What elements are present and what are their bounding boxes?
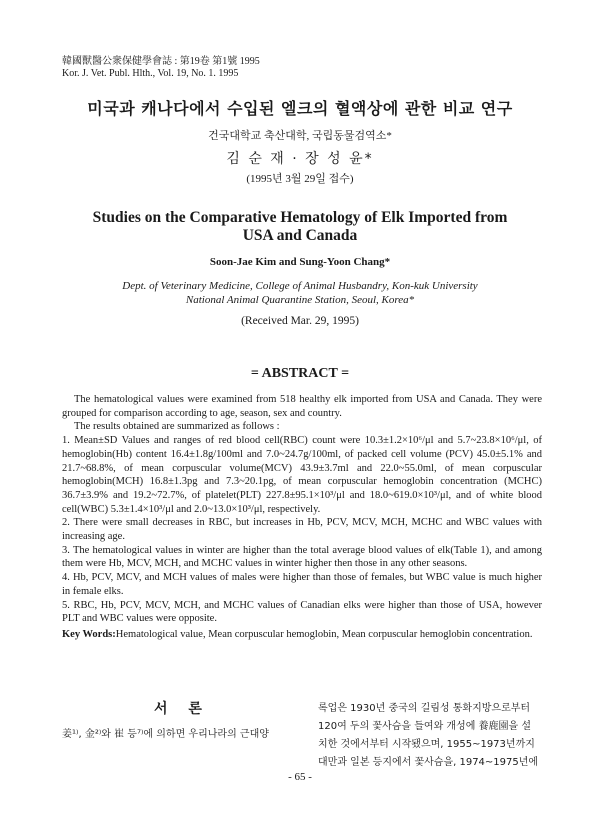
result-item-4: 4. Hb, PCV, MCV, and MCH values of males were higher than those of females, but WBC value is much higher in female elks. bbox=[62, 572, 542, 597]
english-received-date: (Received Mar. 29, 1995) bbox=[241, 315, 359, 327]
intro-right-column bbox=[318, 700, 558, 772]
result-item-5: 5. RBC, Hb, PCV, MCV, MCH, and MCHC values of Canadian elks were higher than those of USA, however PLT and WBC values were opposite. bbox=[62, 599, 542, 625]
keywords-text: Hematological value, Mean corpuscular hemoglobin, Mean corpuscular hemoglobin concentration. bbox=[115, 628, 533, 640]
korean-received-date: (1995년 3월 29일 접수) bbox=[246, 173, 354, 185]
abstract-paragraph-2: The results obtained are summarized as follows : bbox=[74, 421, 280, 433]
result-item-2: 2. There were small decreases in RBC, but increases in Hb, PCV, MCV, MCH, MCHC and WBC values with increasing age. bbox=[62, 517, 542, 543]
result-item-1: 1. Mean±SD Values and ranges of red blood cell(RBC) count were 10.3±1.2×10⁶/μl and 5.7~23.8×10⁶/μl, of hemoglobin(Hb) content 16.4±1.8g/100ml and 7.0~24.7g/100ml, of packed cell volume (PCV) 45.0±5.1% and 21.7~68.8%, of mean corpuscular volume(MCV) 43.9±3.7ml and 22.0~55.0ml, of mean corpuscular hemoglobin(MCH) 16.8±1.3pg and 7.3~20.1pg, of mean corpuscular hemoglobin concentration (MCHC) 36.7±3.9% and 19.2~72.7%, of platelet(PLT) 227.8±95.1×10³/μl and 18.0~619.0×10³/μl, and of white blood cell(WBC) 5.3±1.4×10³/μl and 2.0~13.0×10³/μl, respectively. bbox=[62, 435, 542, 515]
abstract-heading: = ABSTRACT = bbox=[250, 366, 350, 381]
result-item-3: 3. The hematological values in winter are higher than the total average blood values of elk(Table 1), and among them were Hb, MCV, MCH, and MCHC values in winter higher then those in any other seasons. bbox=[62, 544, 542, 570]
korean-affiliation: 건국대학교 축산대학, 국립동물검역소* bbox=[208, 130, 392, 142]
keywords bbox=[62, 628, 542, 642]
affiliation-line-2: National Animal Quarantine Station, Seoul, Korea* bbox=[185, 294, 415, 306]
korean-authors: 김 순 재 · 장 성 윤* bbox=[226, 151, 374, 167]
page-number: - 65 - bbox=[288, 771, 312, 783]
keywords-label: Key Words: bbox=[62, 628, 116, 640]
affiliation-line-1: Dept. of Veterinary Medicine, College of Animal Husbandry, Kon-kuk University bbox=[122, 280, 478, 292]
intro-right-line-2: 120여 두의 꽃사슴을 들여와 개성에 養鹿園을 설 bbox=[318, 721, 532, 732]
korean-title: 미국과 캐나다에서 수입된 엘크의 혈액상에 관한 비교 연구 bbox=[87, 99, 513, 118]
intro-heading: 서 론 bbox=[154, 701, 210, 717]
english-authors: Soon-Jae Kim and Sung-Yoon Chang* bbox=[209, 256, 391, 268]
abstract-body bbox=[62, 393, 542, 642]
journal-reference bbox=[62, 56, 260, 80]
english-affiliation bbox=[0, 279, 600, 307]
journal-line-english: Kor. J. Vet. Publ. Hlth., Vol. 19, No. 1. 1995 bbox=[62, 68, 239, 79]
abstract-paragraph-1: The hematological values were examined from 518 healthy elk imported from USA and Canada. They were grouped for comparison according to age, season, sex and country. bbox=[62, 394, 542, 419]
intro-left-column bbox=[62, 700, 302, 744]
intro-right-line-3: 치한 것에서부터 시작됐으며, 1955~1973년까지 bbox=[318, 739, 535, 750]
english-title: Studies on the Comparative Hematology of Elk Imported from USA and Canada bbox=[92, 209, 508, 244]
journal-line-korean: 韓國獸醫公衆保健學會誌 : 第19卷 第1號 1995 bbox=[62, 56, 260, 67]
intro-left-line: 姜¹⁾, 金²⁾와 崔 등⁷⁾에 의하면 우리나라의 근대양 bbox=[62, 729, 269, 740]
intro-right-line-1: 록업은 1930년 중국의 길림성 통화지방으로부터 bbox=[318, 703, 531, 714]
intro-right-line-4: 대만과 일본 등지에서 꽃사슴을, 1974~1975년에 bbox=[318, 757, 539, 768]
